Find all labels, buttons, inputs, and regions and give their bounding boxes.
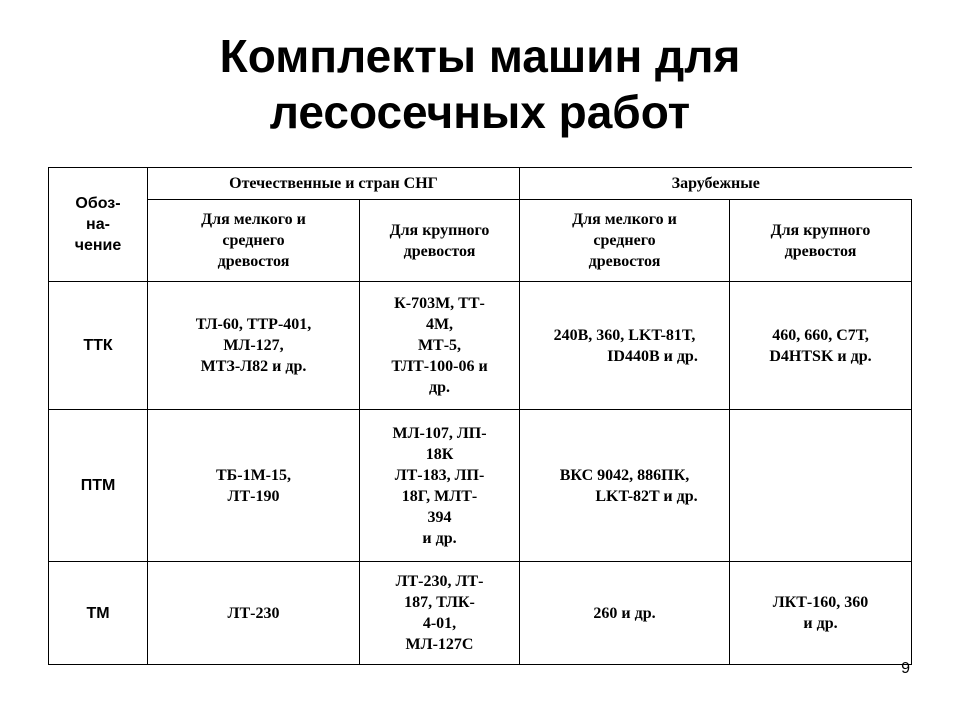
cell-domestic-small: ТЛ-60, ТТР-401, МЛ-127, МТЗ-Л82 и др. [148,282,360,410]
header-group-foreign: Зарубежные [520,168,912,200]
table-row [49,410,912,562]
cell-foreign-large: 460, 660, С7Т, D4HTSK и др. [730,282,912,410]
machine-sets-table [48,167,912,665]
row-code: ПТМ [49,410,148,562]
subheader-domestic-large: Для крупного древостоя [360,200,520,282]
cell-domestic-small: ТБ-1М-15, ЛТ-190 [148,410,360,562]
slide-title [0,28,960,140]
cell-domestic-large: МЛ-107, ЛП- 18К ЛТ-183, ЛП- 18Г, МЛТ- 394 и др. [360,410,520,562]
title-line-2: лесосечных работ [269,86,691,138]
cell-domestic-large: К-703М, ТТ- 4М, МТ-5, ТЛТ-100-06 и др. [360,282,520,410]
cell-foreign-small: ВКС 9042, 886ПК, LKT-82T и др. [520,410,730,562]
subheader-foreign-large: Для крупного древостоя [730,200,912,282]
cell-foreign-large: ЛКТ-160, 360 и др. [730,562,912,665]
row-code: ТТК [49,282,148,410]
cell-foreign-small: 260 и др. [520,562,730,665]
cell-domestic-large: ЛТ-230, ЛТ- 187, ТЛК- 4-01, МЛ-127С [360,562,520,665]
header-designation: Обоз- на- чение [49,168,148,282]
subheader-domestic-small: Для мелкого и среднего древостоя [148,200,360,282]
header-group-domestic: Отечественные и стран СНГ [148,168,520,200]
cell-foreign-large [730,410,912,562]
row-code: ТМ [49,562,148,665]
page-number: 9 [901,660,910,677]
table-row [49,282,912,410]
subheader-foreign-small: Для мелкого и среднего древостоя [520,200,730,282]
title-line-1: Комплекты машин для [219,30,741,82]
cell-domestic-small: ЛТ-230 [148,562,360,665]
table-row [49,562,912,665]
cell-foreign-small: 240В, 360, LKT-81T, ID440В и др. [520,282,730,410]
